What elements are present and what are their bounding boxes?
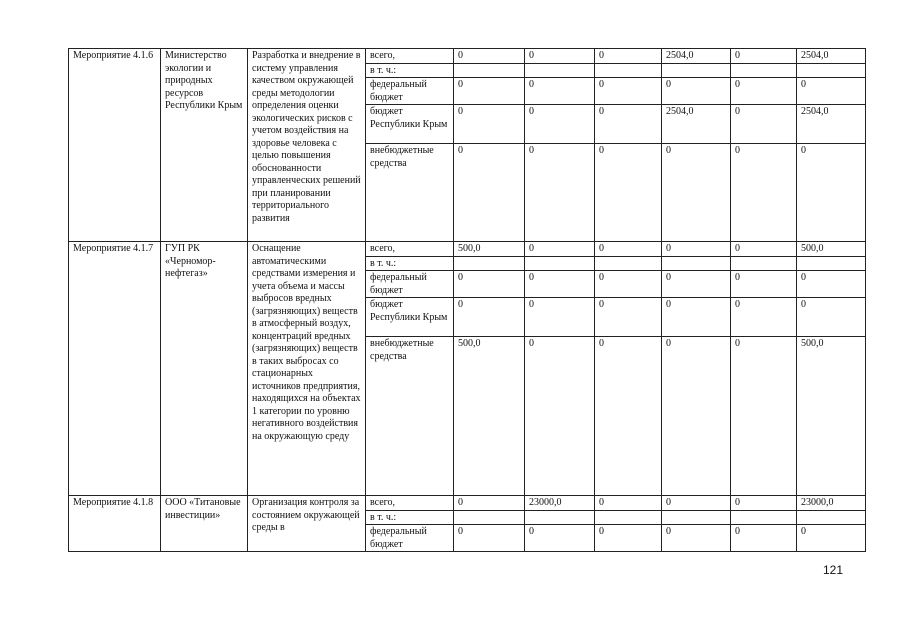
amount-cell: 2504,0 bbox=[797, 105, 866, 144]
funding-source-label: федеральный бюджет bbox=[366, 271, 454, 298]
funding-source-label: всего, bbox=[366, 496, 454, 511]
amount-cell: 0 bbox=[454, 49, 525, 64]
amount-cell: 0 bbox=[662, 78, 731, 105]
funding-source-label: внебюджетные средства bbox=[366, 337, 454, 496]
funding-source-label: в т. ч.: bbox=[366, 63, 454, 78]
amount-cell: 0 bbox=[454, 271, 525, 298]
amount-cell: 0 bbox=[797, 271, 866, 298]
amount-cell: 0 bbox=[525, 49, 595, 64]
amount-cell bbox=[731, 63, 797, 78]
table-row bbox=[69, 49, 866, 64]
amount-cell: 0 bbox=[525, 298, 595, 337]
amount-cell bbox=[454, 510, 525, 525]
amount-cell: 0 bbox=[454, 496, 525, 511]
amount-cell: 0 bbox=[731, 78, 797, 105]
description-cell: Разработка и внедрение в систему управления качеством окружающей среды методологии определения оценки экологических рисков с учетом воздействия на здоровье человека с целью повышения обоснованности управленческих решений при планировании территориального развития bbox=[248, 49, 366, 242]
amount-cell: 0 bbox=[525, 105, 595, 144]
amount-cell: 23000,0 bbox=[525, 496, 595, 511]
amount-cell bbox=[454, 63, 525, 78]
amount-cell: 0 bbox=[595, 496, 662, 511]
amount-cell: 2504,0 bbox=[662, 49, 731, 64]
amount-cell bbox=[525, 63, 595, 78]
amount-cell bbox=[454, 256, 525, 271]
event-cell: Мероприятие 4.1.7 bbox=[69, 242, 161, 496]
page-number: 121 bbox=[823, 563, 844, 577]
funding-source-label: федеральный бюджет bbox=[366, 78, 454, 105]
amount-cell: 2504,0 bbox=[662, 105, 731, 144]
amount-cell: 0 bbox=[595, 298, 662, 337]
amount-cell: 0 bbox=[797, 298, 866, 337]
executor-cell: Министерство экологии и природных ресурсов Республики Крым bbox=[161, 49, 248, 242]
amount-cell: 0 bbox=[525, 337, 595, 496]
funding-source-label: в т. ч.: bbox=[366, 256, 454, 271]
amount-cell: 2504,0 bbox=[797, 49, 866, 64]
amount-cell: 0 bbox=[731, 144, 797, 242]
funding-source-label: бюджет Республики Крым bbox=[366, 105, 454, 144]
funding-source-label: внебюджетные средства bbox=[366, 144, 454, 242]
amount-cell: 0 bbox=[595, 144, 662, 242]
amount-cell: 0 bbox=[731, 242, 797, 257]
amount-cell: 0 bbox=[595, 105, 662, 144]
amount-cell: 0 bbox=[797, 78, 866, 105]
amount-cell: 500,0 bbox=[797, 242, 866, 257]
funding-source-label: федеральный бюджет bbox=[366, 525, 454, 552]
description-cell: Оснащение автоматическими средствами измерения и учета объема и массы выбросов вредных (загрязняющих) веществ в атмосферный воздух, концентраций вредных (загрязняющих) веществ в таких выбросах со стационарных источников предприятия, находящихся на объектах 1 категории по уровню негативного воздействия на окружающую среду bbox=[248, 242, 366, 496]
amount-cell bbox=[731, 510, 797, 525]
table-row bbox=[69, 496, 866, 511]
amount-cell: 500,0 bbox=[454, 242, 525, 257]
amount-cell: 0 bbox=[595, 78, 662, 105]
amount-cell: 0 bbox=[525, 78, 595, 105]
funding-source-label: всего, bbox=[366, 242, 454, 257]
description-cell: Организация контроля за состоянием окружающей среды в bbox=[248, 496, 366, 552]
amount-cell: 0 bbox=[454, 105, 525, 144]
amount-cell: 500,0 bbox=[454, 337, 525, 496]
amount-cell: 0 bbox=[525, 144, 595, 242]
amount-cell: 0 bbox=[662, 496, 731, 511]
amount-cell: 0 bbox=[595, 49, 662, 64]
amount-cell: 0 bbox=[731, 337, 797, 496]
amount-cell: 0 bbox=[525, 525, 595, 552]
amount-cell: 0 bbox=[662, 271, 731, 298]
table-row bbox=[69, 242, 866, 257]
amount-cell bbox=[595, 256, 662, 271]
amount-cell bbox=[731, 256, 797, 271]
amount-cell bbox=[797, 256, 866, 271]
table-body bbox=[69, 49, 866, 552]
amount-cell: 0 bbox=[662, 337, 731, 496]
amount-cell: 0 bbox=[454, 298, 525, 337]
amount-cell: 0 bbox=[525, 242, 595, 257]
amount-cell bbox=[525, 510, 595, 525]
amount-cell: 0 bbox=[595, 337, 662, 496]
amount-cell: 0 bbox=[731, 298, 797, 337]
funding-source-label: всего, bbox=[366, 49, 454, 64]
amount-cell bbox=[525, 256, 595, 271]
amount-cell: 0 bbox=[797, 144, 866, 242]
amount-cell: 0 bbox=[797, 525, 866, 552]
amount-cell bbox=[662, 63, 731, 78]
amount-cell bbox=[662, 510, 731, 525]
event-cell: Мероприятие 4.1.8 bbox=[69, 496, 161, 552]
amount-cell: 0 bbox=[662, 242, 731, 257]
amount-cell: 23000,0 bbox=[797, 496, 866, 511]
event-cell: Мероприятие 4.1.6 bbox=[69, 49, 161, 242]
amount-cell: 0 bbox=[662, 298, 731, 337]
funding-source-label: бюджет Республики Крым bbox=[366, 298, 454, 337]
amount-cell: 0 bbox=[595, 242, 662, 257]
amount-cell: 0 bbox=[662, 525, 731, 552]
amount-cell: 0 bbox=[731, 105, 797, 144]
executor-cell: ООО «Титановые инвестиции» bbox=[161, 496, 248, 552]
funding-source-label: в т. ч.: bbox=[366, 510, 454, 525]
amount-cell: 0 bbox=[454, 525, 525, 552]
amount-cell: 0 bbox=[731, 271, 797, 298]
amount-cell: 0 bbox=[454, 144, 525, 242]
amount-cell: 0 bbox=[454, 78, 525, 105]
amount-cell: 0 bbox=[731, 525, 797, 552]
amount-cell bbox=[595, 63, 662, 78]
executor-cell: ГУП РК «Черномор-нефтегаз» bbox=[161, 242, 248, 496]
amount-cell: 0 bbox=[595, 271, 662, 298]
amount-cell: 0 bbox=[731, 496, 797, 511]
amount-cell: 0 bbox=[662, 144, 731, 242]
amount-cell: 0 bbox=[731, 49, 797, 64]
amount-cell: 0 bbox=[525, 271, 595, 298]
amount-cell bbox=[797, 510, 866, 525]
amount-cell bbox=[797, 63, 866, 78]
amount-cell: 0 bbox=[595, 525, 662, 552]
funding-table bbox=[68, 48, 866, 552]
amount-cell bbox=[595, 510, 662, 525]
amount-cell bbox=[662, 256, 731, 271]
amount-cell: 500,0 bbox=[797, 337, 866, 496]
